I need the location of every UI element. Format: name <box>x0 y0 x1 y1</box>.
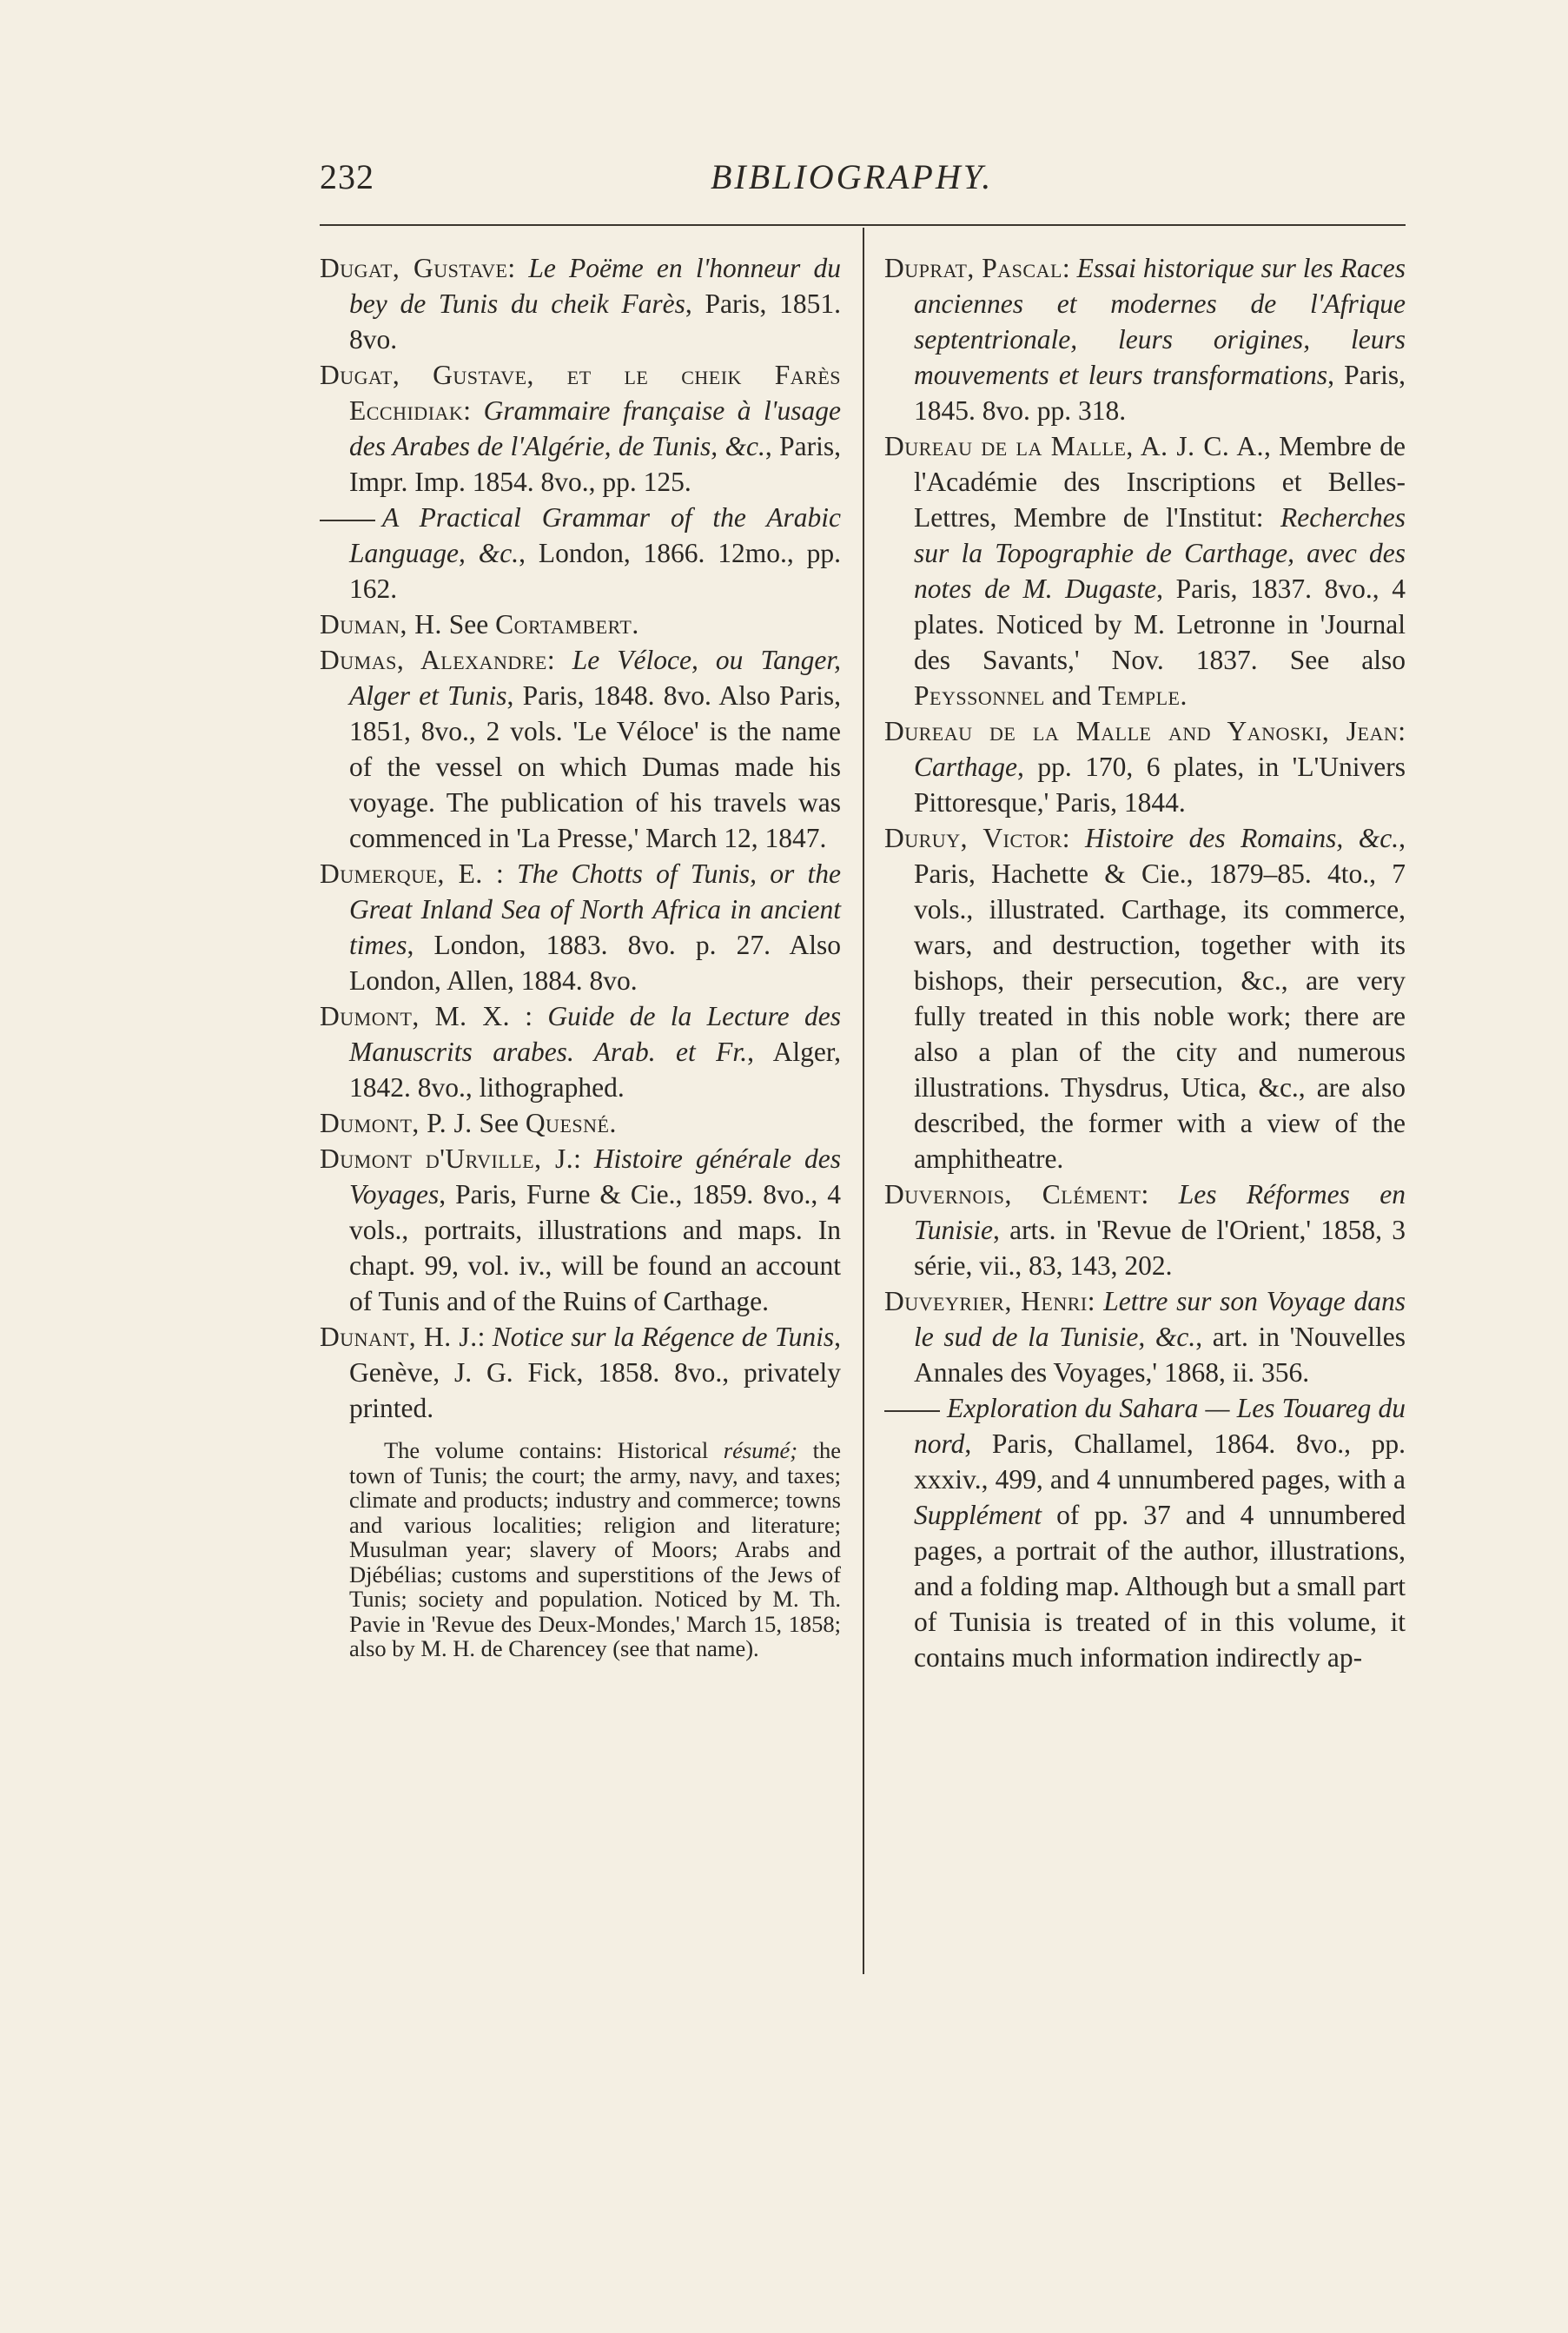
bibliography-entry <box>884 1176 1406 1283</box>
bibliography-entry <box>320 1105 841 1141</box>
bibliography-entry <box>884 1283 1406 1390</box>
bibliography-entry <box>884 250 1406 428</box>
entry-separator: : <box>573 1143 594 1174</box>
bibliography-entry <box>320 500 841 606</box>
entry-separator: : <box>509 1001 548 1031</box>
bibliography-entry <box>884 1390 1406 1675</box>
entry-details: , pp. 170, 6 plates, in 'L'Univers Pittoresque,' Paris, 1844. <box>914 752 1406 818</box>
entry-separator: : <box>507 253 529 283</box>
entry-title: The Chotts of Tunis, or the Great Inland Sea of North Africa in ancient times <box>349 858 841 960</box>
entry-title: Histoire des Romains, &c. <box>1085 823 1399 853</box>
entry-separator: : <box>463 395 484 426</box>
entry-details: , London, 1883. 8vo. p. 27. Also London, Allen, 1884. 8vo. <box>349 930 841 996</box>
column-divider <box>863 228 864 1974</box>
entry-author: Dumas, Alexandre <box>320 645 547 675</box>
entry-details: Cortambert. <box>495 609 639 640</box>
entry-details: , Paris, Hachette & Cie., 1879–85. 4to., 7 vols., illustrated. Carthage, its commerce, wars, and destruction, together with its bishops, their persecution, &c., are very fully treated in this noble work; there are also a plan of the city and numerous illustrations. Thysdrus, Utica, &c., are also described, the former with a view of the amphitheatre. <box>914 823 1406 1174</box>
entry-details: and <box>1044 680 1099 711</box>
entry-cross-reference: Temple. <box>1098 680 1188 711</box>
entry-details: , Paris, Challamel, 1864. 8vo., pp. xxxiv., 499, and 4 unnumbered pages, with a <box>914 1428 1406 1495</box>
entry-author: Dumerque, E. <box>320 858 483 889</box>
entry-author: Duveyrier, Henri <box>884 1286 1088 1316</box>
entry-separator: : <box>1062 253 1077 283</box>
entry-author: Duprat, Pascal <box>884 253 1062 283</box>
entry-details: , Genève, J. G. Fick, 1858. 8vo., privately printed. <box>349 1322 841 1423</box>
entry-title: Lettre sur son Voyage dans le sud de la Tunisie, &c. <box>914 1286 1406 1352</box>
entry-title: Histoire générale des Voyages <box>349 1143 841 1210</box>
note-text: the town of Tunis; the court; the army, navy, and taxes; climate and products; industry and commerce; towns and various localities; religion and literature; Musulman year; slavery of Moors; Arabs and Djébélias; customs and superstitions of the Jews of Tunis; society and population. Noticed by M. Th. Pavie in 'Revue des Deux-Mondes,' March 15, 1858; also by M. H. de Charencey (see that name). <box>349 1437 841 1661</box>
note-text: résumé; <box>723 1437 798 1463</box>
entry-author: Duvernois, Clément <box>884 1179 1141 1210</box>
entry-details: , Paris, 1845. 8vo. pp. 318. <box>914 360 1406 426</box>
entry-separator: See <box>441 609 496 640</box>
entry-author: Dugat, Gustave <box>320 253 508 283</box>
bibliography-entry <box>320 856 841 998</box>
left-column <box>320 250 841 1684</box>
bibliography-entry <box>320 642 841 856</box>
bibliography-entry <box>320 998 841 1105</box>
entry-title: Recherches sur la Topographie de Carthage, avec des notes de M. Dugaste <box>914 502 1406 604</box>
entry-author: Duruy, Victor <box>884 823 1062 853</box>
entry-details: Membre de l'Académie des Inscriptions et Belles-Lettres, Membre de l'Institut: <box>914 431 1406 533</box>
bibliography-entry <box>320 1319 841 1426</box>
bibliography-entry <box>320 250 841 357</box>
page-number: 232 <box>320 157 374 196</box>
entry-author: Dugat, Gustave, et le cheik Farès Ecchidiak <box>320 360 841 426</box>
ditto-dash <box>320 520 375 521</box>
entry-separator: : <box>477 1322 493 1352</box>
entry-separator: See <box>472 1108 526 1138</box>
entry-details: , Paris, 1848. 8vo. Also Paris, 1851, 8vo., 2 vols. 'Le Véloce' is the name of the vessel on which Dumas made his voyage. The publication of his travels was commenced in 'La Presse,' March 12, 1847. <box>349 680 841 853</box>
entry-cross-reference: Peyssonnel <box>914 680 1045 711</box>
entry-details: of pp. 37 and 4 unnumbered pages, a portrait of the author, illustrations, and a folding map. Although but a small part of Tunisia is treated of in this volume, it contains much information indirectly ap- <box>914 1500 1406 1673</box>
bibliography-entry <box>884 820 1406 1176</box>
entry-title: Grammaire française à l'usage des Arabes de l'Algérie, de Tunis, &c. <box>349 395 841 461</box>
entry-details: , Paris, 1837. 8vo., 4 plates. Noticed by M. Letronne in 'Journal des Savants,' Nov. 1837. See also <box>914 573 1406 675</box>
running-title: BIBLIOGRAPHY. <box>711 157 994 196</box>
bibliography-entry <box>884 428 1406 713</box>
entry-separator: : <box>1141 1179 1179 1210</box>
entry-title: Le Poëme en l'honneur du bey de Tunis du cheik Farès <box>349 253 841 319</box>
entry-title: Supplément <box>914 1500 1042 1530</box>
bibliography-entry <box>884 713 1406 820</box>
entry-title: Essai historique sur les Races anciennes et modernes de l'Afrique septentrionale, leurs origines, leurs mouvements et leurs transformations <box>914 253 1406 390</box>
entry-separator: : <box>546 645 572 675</box>
entry-author: Dumont, M. X. <box>320 1001 510 1031</box>
entry-details: , Paris, Furne & Cie., 1859. 8vo., 4 vols., portraits, illustrations and maps. In chapt. 99, vol. iv., will be found an account of Tunis and of the Ruins of Carthage. <box>349 1179 841 1316</box>
entry-separator: : <box>482 858 518 889</box>
running-head <box>320 156 1406 200</box>
entry-title: Carthage <box>914 752 1018 782</box>
bibliography-entry <box>320 357 841 500</box>
entry-author: Dureau de la Malle and Yanoski, Jean <box>884 716 1399 746</box>
entry-details: , Paris, Impr. Imp. 1854. 8vo., pp. 125. <box>349 431 841 497</box>
entry-author: Duman, H. <box>320 609 442 640</box>
entry-details: Quesné. <box>525 1108 617 1138</box>
entry-details: , Alger, 1842. 8vo., lithographed. <box>349 1037 841 1103</box>
entry-author: Dumont d'Urville, J. <box>320 1143 574 1174</box>
right-column <box>884 250 1406 1675</box>
entry-title: A Practical Grammar of the Arabic Language, &c. <box>349 502 841 568</box>
entry-details: , London, 1866. 12mo., pp. 162. <box>349 538 841 604</box>
bibliography-entry <box>320 1141 841 1319</box>
entry-separator: : <box>1087 1286 1104 1316</box>
entry-details: , arts. in 'Revue de l'Orient,' 1858, 3 série, vii., 83, 143, 202. <box>914 1215 1406 1281</box>
bibliography-entry <box>320 606 841 642</box>
entry-title: Exploration du Sahara — Les Touareg du nord <box>914 1393 1406 1459</box>
ditto-dash <box>884 1410 940 1412</box>
entry-separator: : <box>1398 716 1406 746</box>
entry-title: Guide de la Lecture des Manuscrits arabes. Arab. et Fr. <box>349 1001 841 1067</box>
entry-separator: , <box>1263 431 1280 461</box>
entry-author: Dureau de la Malle, A. J. C. A. <box>884 431 1264 461</box>
entry-author: Dumont, P. J. <box>320 1108 473 1138</box>
header-rule <box>320 224 1406 226</box>
note-text: The volume contains: Historical <box>384 1437 724 1463</box>
entry-details: , art. in 'Nouvelles Annales des Voyages,' 1868, ii. 356. <box>914 1322 1406 1388</box>
entry-author: Dunant, H. J. <box>320 1322 478 1352</box>
entry-details: , Paris, 1851. 8vo. <box>349 288 842 355</box>
entry-title: Notice sur la Régence de Tunis <box>492 1322 835 1352</box>
entry-note <box>320 1438 841 1661</box>
entry-separator: : <box>1062 823 1086 853</box>
entry-title: Les Réformes en Tunisie <box>914 1179 1406 1245</box>
entry-title: Le Véloce, ou Tanger, Alger et Tunis <box>349 645 842 711</box>
